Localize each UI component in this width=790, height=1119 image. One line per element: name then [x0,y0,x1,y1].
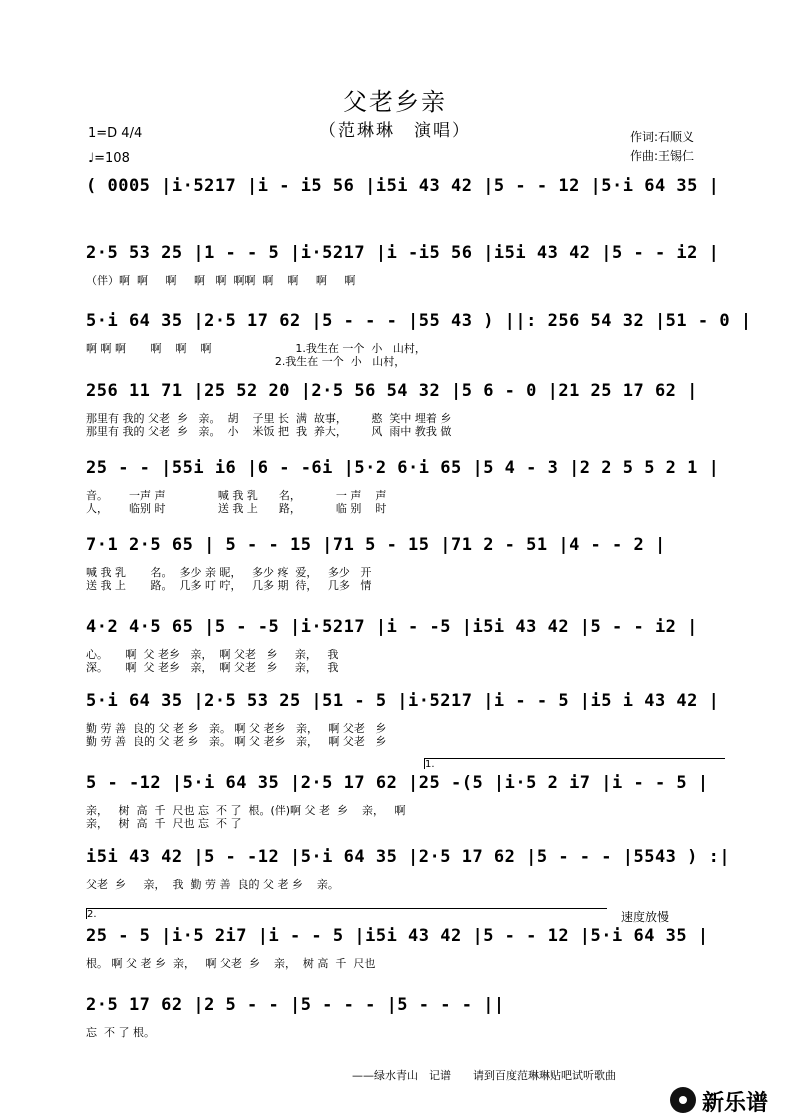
notation-line: 4·2 4·5 65 |5 - -5 |i·5217 |i - -5 |i5i 43 42 |5 - - i2 | [86,617,698,637]
notation-line: 256 11 71 |25 52 20 |2·5 56 54 32 |5 6 - 0 |21 25 17 62 | [86,381,698,401]
notation-line: i5i 43 42 |5 - -12 |5·i 64 35 |2·5 17 62 |5 - - - |5543 ) :| [86,847,731,867]
vinyl-icon [670,1087,696,1113]
lyric-line-1: 勤 劳 善 良的 父 老 乡 亲。 啊 父 老乡 亲， 啊 父老 乡 [86,722,387,735]
lyricist-credit: 作词:石顺义 [630,130,695,144]
staff-row [86,458,726,518]
notation-line: ( 0005 |i·5217 |i - i5 56 |i5i 43 42 |5 - - 12 |5·i 64 35 | [86,176,720,196]
lyric-line-2: 勤 劳 善 良的 父 老 乡 亲。 啊 父 老乡 亲， 啊 父老 乡 [86,735,387,748]
notation-line: 5·i 64 35 |2·5 17 62 |5 - - - |55 43 ) ||: 256 54 32 |51 - 0 | [86,311,752,331]
lyric-line-1: 忘 不 了 根。 [86,1026,155,1039]
notation-line: 5 - -12 |5·i 64 35 |2·5 17 62 |25 -(5 |i·5 2 i7 |i - - 5 | [86,773,709,793]
lyric-line-2: 2.我生在 一个 小 山村， [86,355,406,368]
lyric-line-1: 亲， 树 高 千 尺也 忘 不 了 根。(伴)啊 父 老 乡 亲， 啊 [86,804,406,817]
notation-line: 2·5 53 25 |1 - - 5 |i·5217 |i -i5 56 |i5i 43 42 |5 - - i2 | [86,243,720,263]
notation-line: 25 - - |55i i6 |6 - -6i |5·2 6·i 65 |5 4 - 3 |2 2 5 5 2 1 | [86,458,720,478]
staff-row [86,535,726,595]
lyric-line-2: 送 我 上 路。 几多 叮 咛， 几多 期 待， 几多 情 [86,579,372,592]
lyric-line-1: 根。 啊 父 老 乡 亲， 啊 父老 乡 亲， 树 高 千 尺也 [86,957,376,970]
lyric-line-1: （伴）啊 啊 啊 啊 啊 啊啊 啊 啊 啊 啊 [86,274,356,287]
staff-row [86,926,726,986]
lyric-line-2: 那里有 我的 父老 乡 亲。 小 米饭 把 我 养大， 风 雨中 教我 做 [86,425,452,438]
logo-text: 新乐谱 [702,1091,769,1116]
lyric-line-1: 啊 啊 啊 啊 啊 啊 1.我生在 一个 小 山村， [86,342,426,355]
lyric-line-1: 父老 乡 亲， 我 勤 劳 善 良的 父 老 乡 亲。 [86,878,339,891]
volta-2-label: 2. [87,909,97,920]
lyric-line-1: 心。 啊 父 老乡 亲， 啊 父老 乡 亲， 我 [86,648,339,661]
song-subtitle: （范琳琳 演唱） [319,121,471,141]
notation-line: 25 - 5 |i·5 2i7 |i - - 5 |i5i 43 42 |5 - - 12 |5·i 64 35 | [86,926,709,946]
staff-row [86,773,726,833]
composer-credit: 作曲:王锡仁 [630,149,695,163]
staff-row [86,243,726,303]
staff-row [86,691,726,751]
notation-line: 7·1 2·5 65 | 5 - - 15 |71 5 - 15 |71 2 - 51 |4 - - 2 | [86,535,666,555]
lyric-line-2: 亲， 树 高 千 尺也 忘 不 了 [86,817,242,830]
site-logo[interactable] [666,1084,784,1116]
lyric-line-1: 音。 一声 声 喊 我 乳 名， 一 声 声 [86,489,387,502]
notation-line: 5·i 64 35 |2·5 53 25 |51 - 5 |i·5217 |i - - 5 |i5 i 43 42 | [86,691,720,711]
notation-line: 2·5 17 62 |2 5 - - |5 - - - |5 - - - || [86,995,505,1015]
staff-row [86,847,731,907]
lyric-line-2: 人， 临别 时 送 我 上 路， 临 别 时 [86,502,387,515]
song-title: 父老乡亲 [343,88,447,116]
volta-1-label: 1. [425,759,435,770]
staff-row [86,176,726,236]
staff-row [86,381,726,441]
staff-row [86,995,726,1055]
lyric-line-1: 那里有 我的 父老 乡 亲。 胡 子里 长 满 故事， 憨 笑中 埋着 乡 [86,412,452,425]
volta-1 [424,758,725,769]
volta-2 [86,908,607,919]
key-signature: 1=D 4/4 [88,126,143,141]
tempo-change-mark: 速度放慢 [621,910,670,924]
staff-row [86,617,726,677]
footer-credit: ——绿水青山 记谱 请到百度范琳琳贴吧试听歌曲 [352,1069,616,1082]
tempo-marking: ♩=108 [88,151,130,166]
staff-row [86,311,752,371]
lyric-line-2: 深。 啊 父 老乡 亲， 啊 父老 乡 亲， 我 [86,661,339,674]
lyric-line-1: 喊 我 乳 名。 多少 亲 昵， 多少 疼 爱， 多少 开 [86,566,372,579]
